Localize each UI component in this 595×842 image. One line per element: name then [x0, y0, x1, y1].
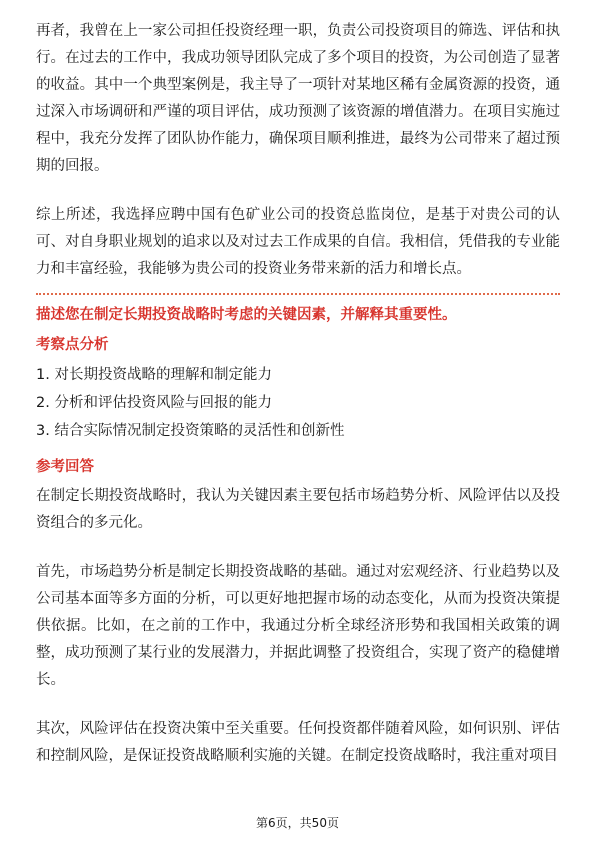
analysis-title: 考察点分析 — [36, 337, 109, 353]
section-divider — [36, 293, 560, 295]
answer-paragraph-3: 其次，风险评估在投资决策中至关重要。任何投资都伴随着风险，如何识别、评估和控制风险，是保证投资战略顺利实施的关键。在制定投资战略时，我注重对项目 — [36, 721, 560, 764]
answer-title: 参考回答 — [36, 459, 94, 475]
answer-paragraph-1: 在制定长期投资战略时，我认为关键因素主要包括市场趋势分析、风险评估以及投资组合的多元化。 — [36, 488, 560, 531]
page-number: 第6页，共50页 — [256, 816, 339, 830]
analysis-points — [36, 361, 560, 445]
list-item: 1. 对长期投资战略的理解和制定能力 — [36, 367, 272, 383]
intro-paragraph-1: 再者，我曾在上一家公司担任投资经理一职，负责公司投资项目的筛选、评估和执行。在过去的工作中，我成功领导团队完成了多个项目的投资，为公司创造了显著的收益。其中一个典型案例是，我主导了一项针对某地区稀有金属资源的投资，通过深入市场调研和严谨的项目评估，成功预测了该资源的增值潜力。在项目实施过程中，我充分发挥了团队协作能力，确保项目顺利推进，最终为公司带来了超过预期的回报。 — [36, 23, 560, 174]
intro-paragraph-2: 综上所述，我选择应聘中国有色矿业公司的投资总监岗位，是基于对贵公司的认可、对自身职业规划的追求以及对过去工作成果的自信。我相信，凭借我的专业能力和丰富经验，我能够为贵公司的投资业务带来新的活力和增长点。 — [36, 207, 560, 277]
question-heading: 描述您在制定长期投资战略时考虑的关键因素，并解释其重要性。 — [36, 307, 457, 323]
list-item: 3. 结合实际情况制定投资策略的灵活性和创新性 — [36, 423, 345, 439]
answer-paragraph-2: 首先，市场趋势分析是制定长期投资战略的基础。通过对宏观经济、行业趋势以及公司基本面等多方面的分析，可以更好地把握市场的动态变化，从而为投资决策提供依据。比如，在之前的工作中，我通过分析全球经济形势和我国相关政策的调整，成功预测了某行业的发展潜力，并据此调整了投资组合，实现了资产的稳健增长。 — [36, 564, 560, 688]
list-item: 2. 分析和评估投资风险与回报的能力 — [36, 395, 272, 411]
document-page — [36, 18, 560, 770]
